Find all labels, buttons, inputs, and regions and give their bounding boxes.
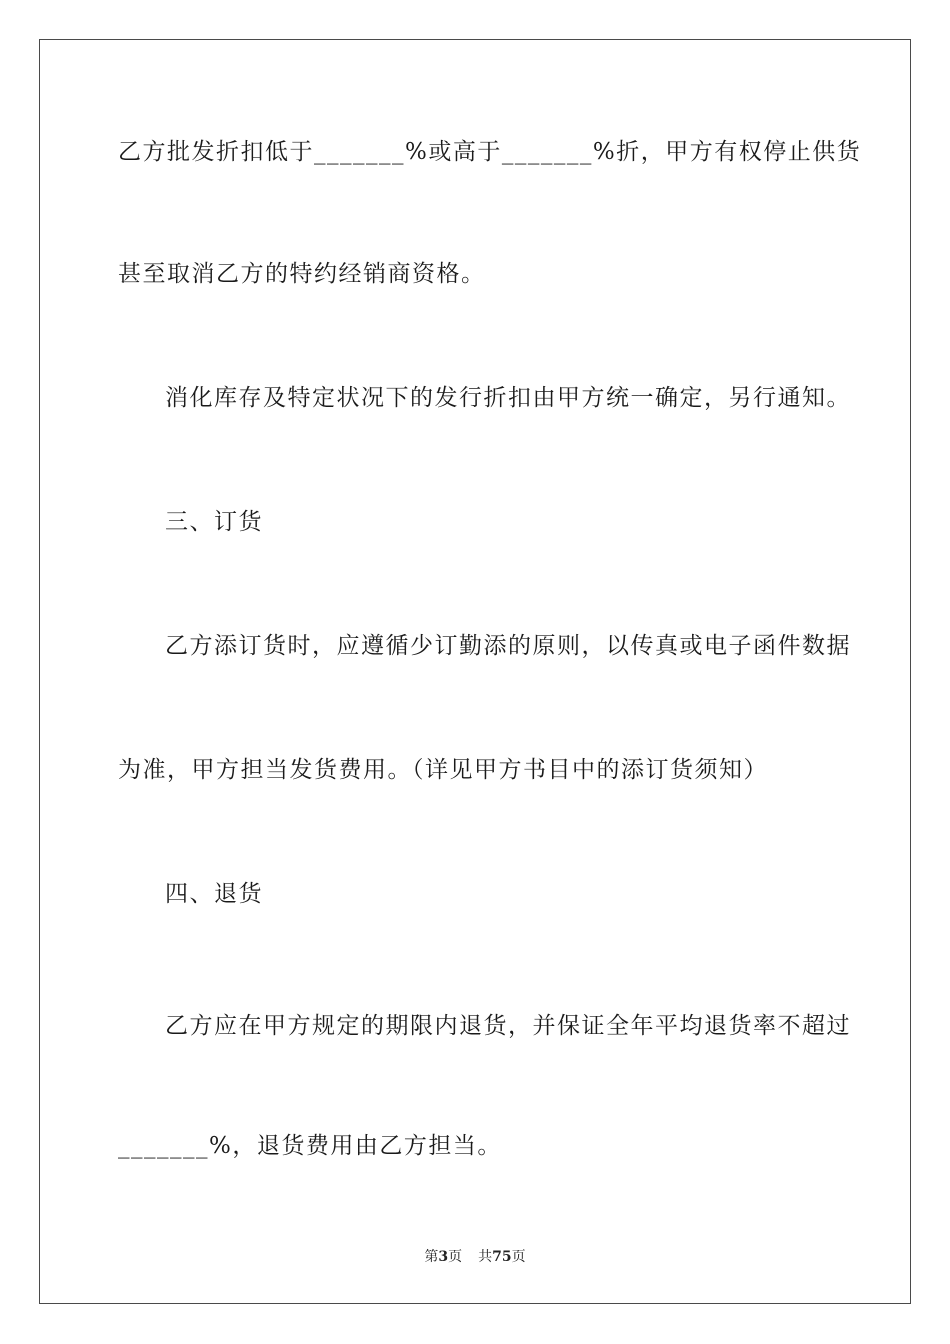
page-number: 3 [438,1249,449,1265]
paragraph-line-9: _______%，退货费用由乙方担当。 [118,1133,502,1159]
paragraph-line-2: 甚至取消乙方的特约经销商资格。 [118,261,486,287]
total-pages: 75 [492,1249,512,1265]
page-prefix: 第 [424,1249,439,1265]
total-suffix: 页 [511,1249,526,1265]
paragraph-line-8: 乙方应在甲方规定的期限内退货，并保证全年平均退货率不超过 [165,1013,851,1039]
section-heading-ordering: 三、订货 [165,509,263,535]
page-footer [0,1248,950,1266]
paragraph-line-3: 消化库存及特定状况下的发行折扣由甲方统一确定，另行通知。 [165,385,851,411]
paragraph-line-1: 乙方批发折扣低于_______%或高于_______%折，甲方有权停止供货 [118,139,862,165]
paragraph-line-6: 为准，甲方担当发货费用。（详见甲方书目中的添订货须知） [118,757,768,783]
page-frame [39,39,911,1304]
page-suffix: 页 [448,1249,463,1265]
section-heading-returns: 四、退货 [165,881,263,907]
paragraph-line-5: 乙方添订货时，应遵循少订勤添的原则，以传真或电子函件数据 [165,633,851,659]
total-prefix: 共 [478,1249,493,1265]
